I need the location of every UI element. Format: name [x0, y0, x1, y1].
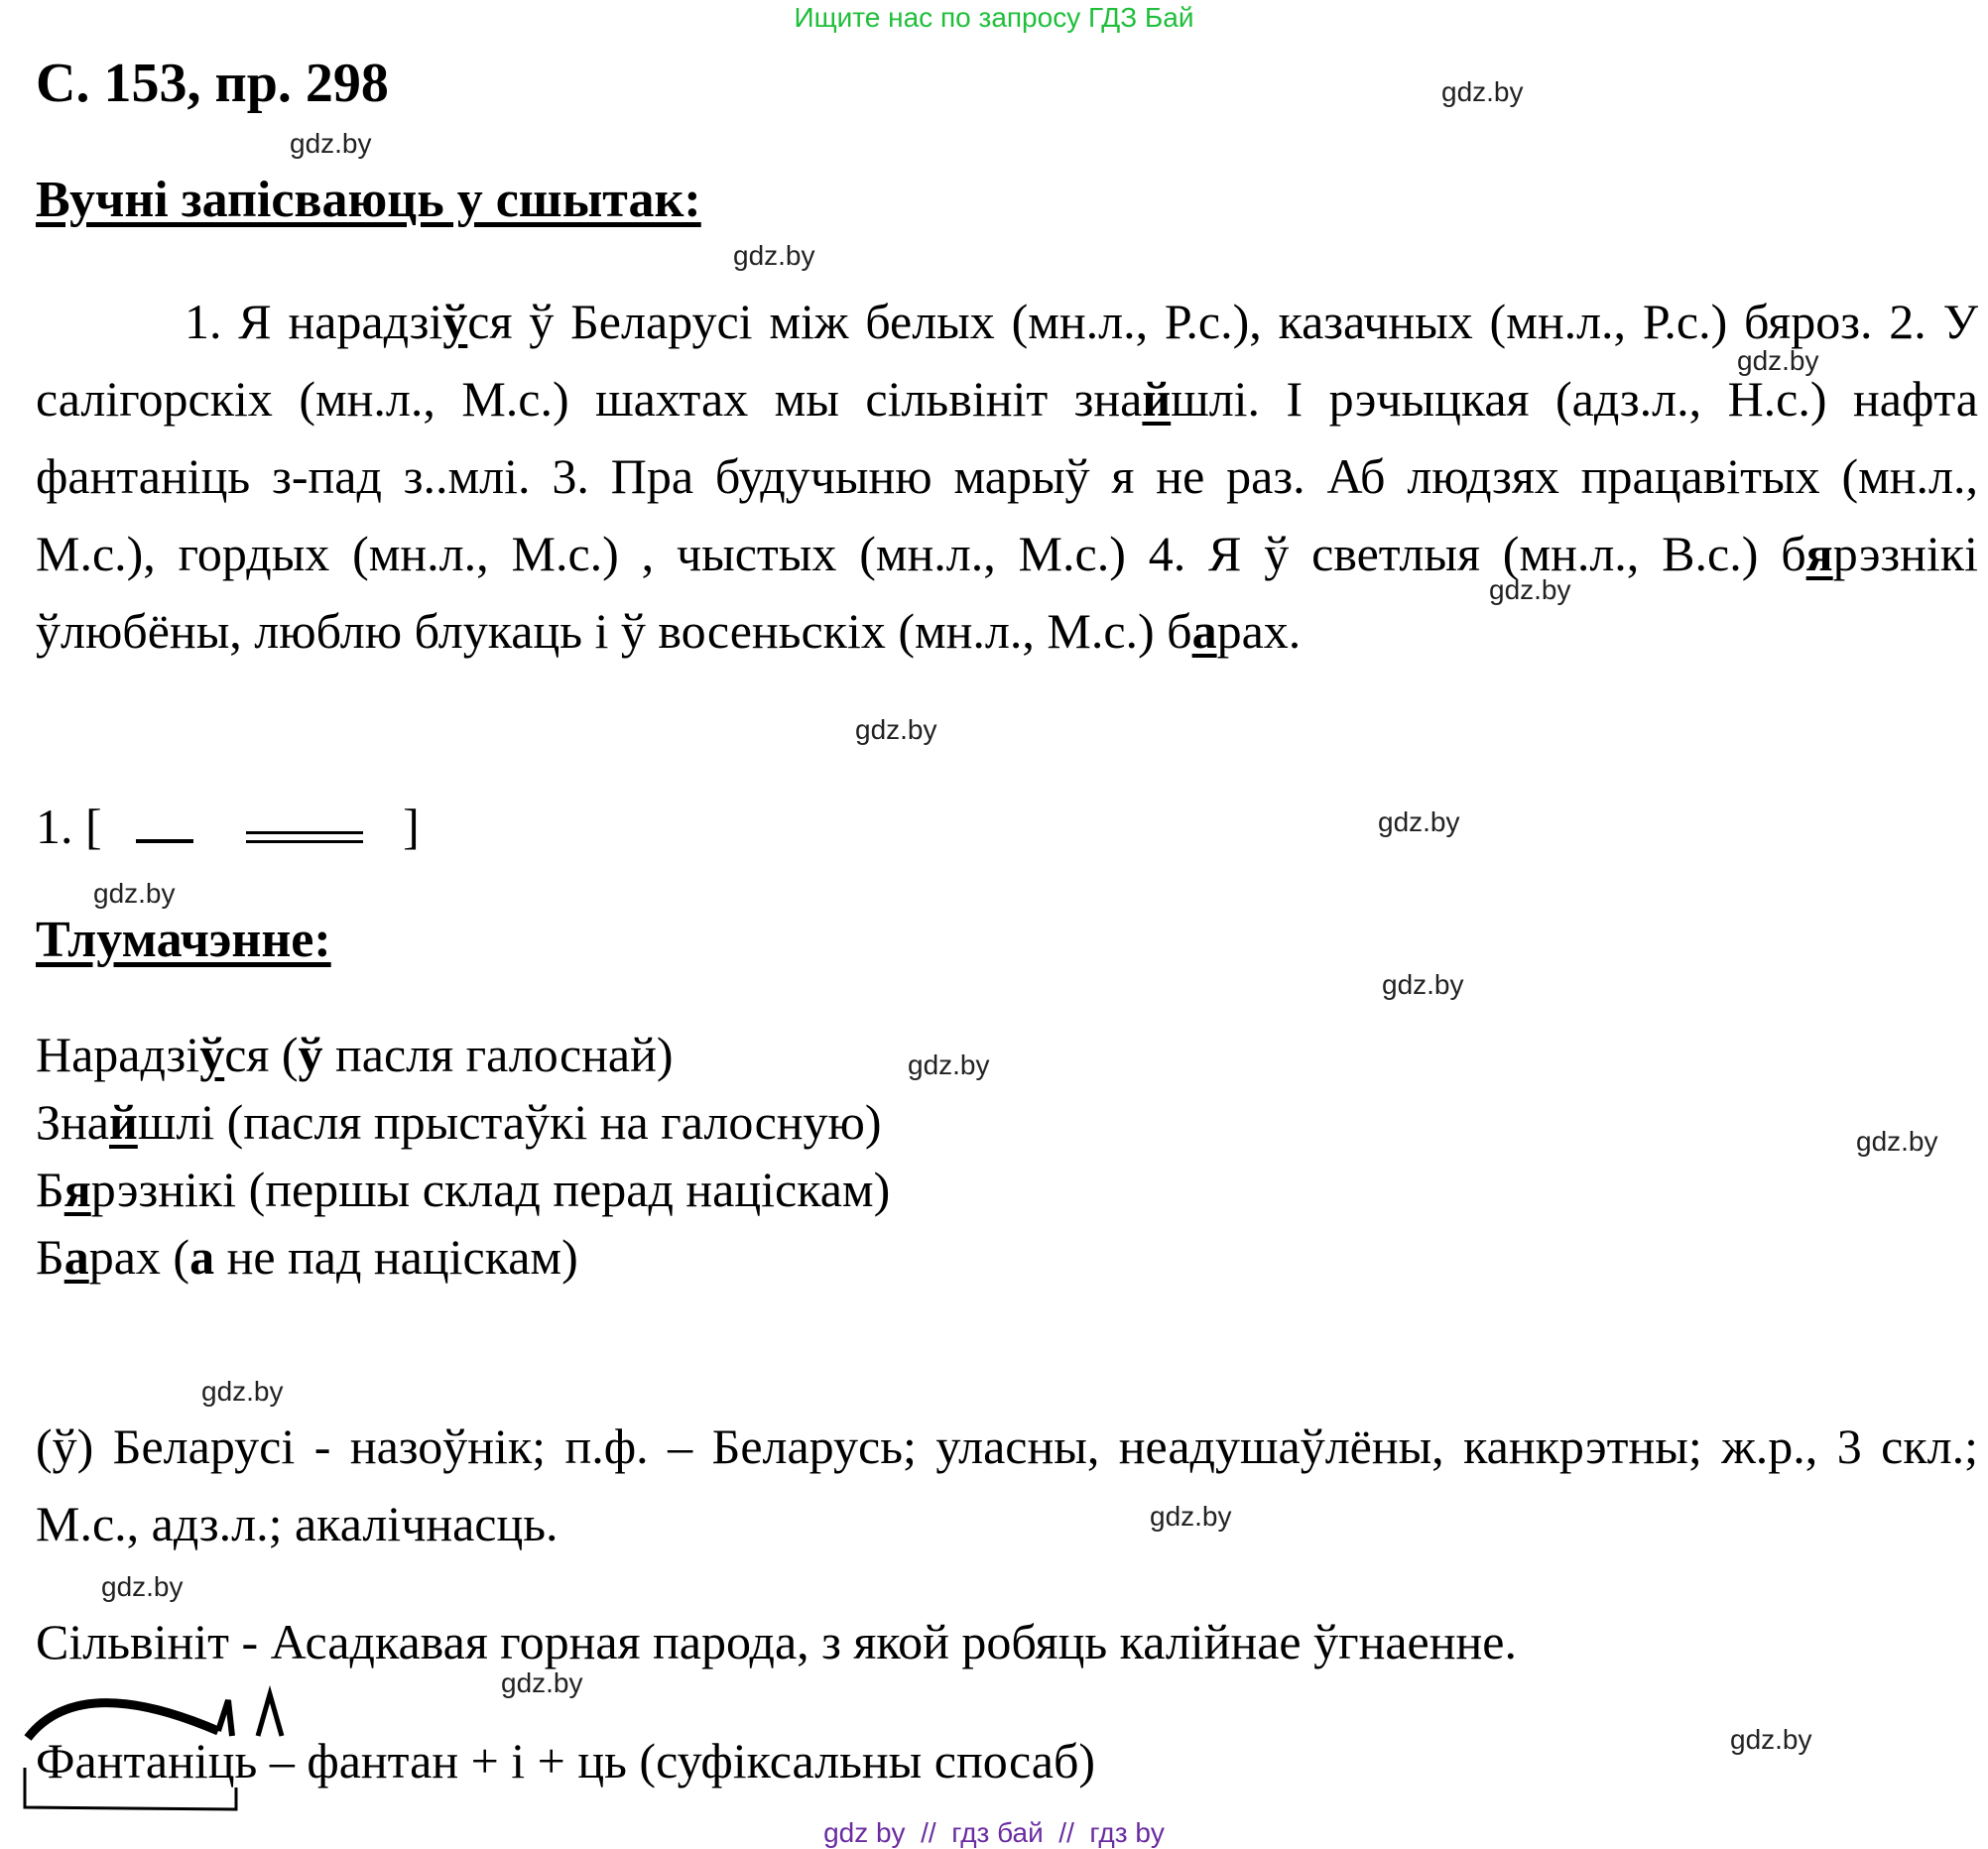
- watermark: gdz.by: [1489, 574, 1571, 605]
- text: шлі. І рэчыцкая (адз.л., Н.с.) нафта фантаніць з-пад з..млі. 3. Пра будучыню марыў я не раз. Аб людзях працавітых (мн.л., М.с.), гордых (мн.л., М.с.) , чыстых (мн.л., М.с.) 4. Я ў светлыя (мн.л., В.с.) б: [36, 371, 1978, 581]
- formation-text: – фантан + і + ць (суфіксальны спосаб): [257, 1733, 1096, 1788]
- word-formation: [36, 1722, 1095, 1799]
- watermark: gdz.by: [908, 1049, 990, 1080]
- marked-letter: а: [1191, 603, 1217, 659]
- explanation-item: Нарадзіўся (ў пасля галоснай): [36, 1027, 674, 1082]
- morphological-analysis: (ў) Беларусі - назоўнік; п.ф. – Беларусь; уласны, неадушаўлёны, канкрэтны; ж.р., 3 скл.; М.с., адз.л.; акалічнасць.: [36, 1418, 1978, 1551]
- sentence-scheme: [36, 788, 420, 865]
- watermark: gdz.by: [1150, 1501, 1232, 1532]
- watermark: gdz.by: [1382, 969, 1464, 1000]
- watermark: gdz.by: [290, 128, 372, 159]
- scheme-open: 1. [: [36, 799, 102, 854]
- analyzed-word: Фантаніць: [36, 1733, 258, 1788]
- watermark: gdz.by: [501, 1667, 583, 1698]
- watermark: gdz.by: [1730, 1724, 1812, 1755]
- watermark: gdz.by: [733, 240, 815, 271]
- watermark: gdz.by: [855, 714, 937, 745]
- watermark: gdz.by: [101, 1571, 184, 1602]
- watermark: gdz.by: [1737, 345, 1819, 376]
- scheme-close: ]: [403, 799, 420, 854]
- explanation-item: Бярэзнікі (першы склад перад націскам): [36, 1162, 891, 1217]
- marked-letter: й: [1142, 371, 1172, 427]
- explanation-item: Барах (а не пад націскам): [36, 1229, 578, 1285]
- watermark: gdz.by: [1441, 76, 1524, 107]
- top-banner: Ищите нас по запросу ГДЗ Бай: [794, 2, 1194, 33]
- marked-letter: ў: [442, 294, 468, 349]
- watermark: gdz.by: [201, 1376, 284, 1407]
- exercise-text: [36, 283, 1978, 670]
- watermark: gdz.by: [93, 878, 176, 909]
- text: рах.: [1216, 603, 1302, 659]
- subject-line: [136, 839, 193, 843]
- marked-letter: я: [1805, 526, 1833, 581]
- watermark: gdz.by: [1378, 806, 1460, 837]
- text: ся ў Беларусі між белых (мн.л., Р.с.), казачных (мн.л., Р.с.) бяроз. 2. У салігорскіх (мн.л., М.с.) шахтах мы сільвініт зна: [36, 294, 1978, 427]
- heading-explanation: Тлумачэнне:: [36, 912, 331, 968]
- page-title: С. 153, пр. 298: [36, 53, 389, 114]
- heading-notebook: Вучні запісваюць у сшытак:: [36, 172, 701, 228]
- silvinit-definition: Сільвініт - Асадкавая горная парода, з якой робяць калійнае ўгнаенне.: [36, 1614, 1517, 1669]
- bottom-banner: gdz by // гдз бай // гдз by: [823, 1817, 1165, 1848]
- text: 1. Я нарадзі: [185, 294, 443, 349]
- explanation-item: Знайшлі (пасля прыстаўкі на галосную): [36, 1094, 882, 1150]
- predicate-line: [246, 831, 363, 843]
- text: рэзнікі ўлюбёны, люблю блукаць і ў восеньскіх (мн.л., М.с.) б: [36, 526, 1978, 659]
- watermark: gdz.by: [1856, 1126, 1938, 1157]
- explanation-list: [36, 1021, 890, 1291]
